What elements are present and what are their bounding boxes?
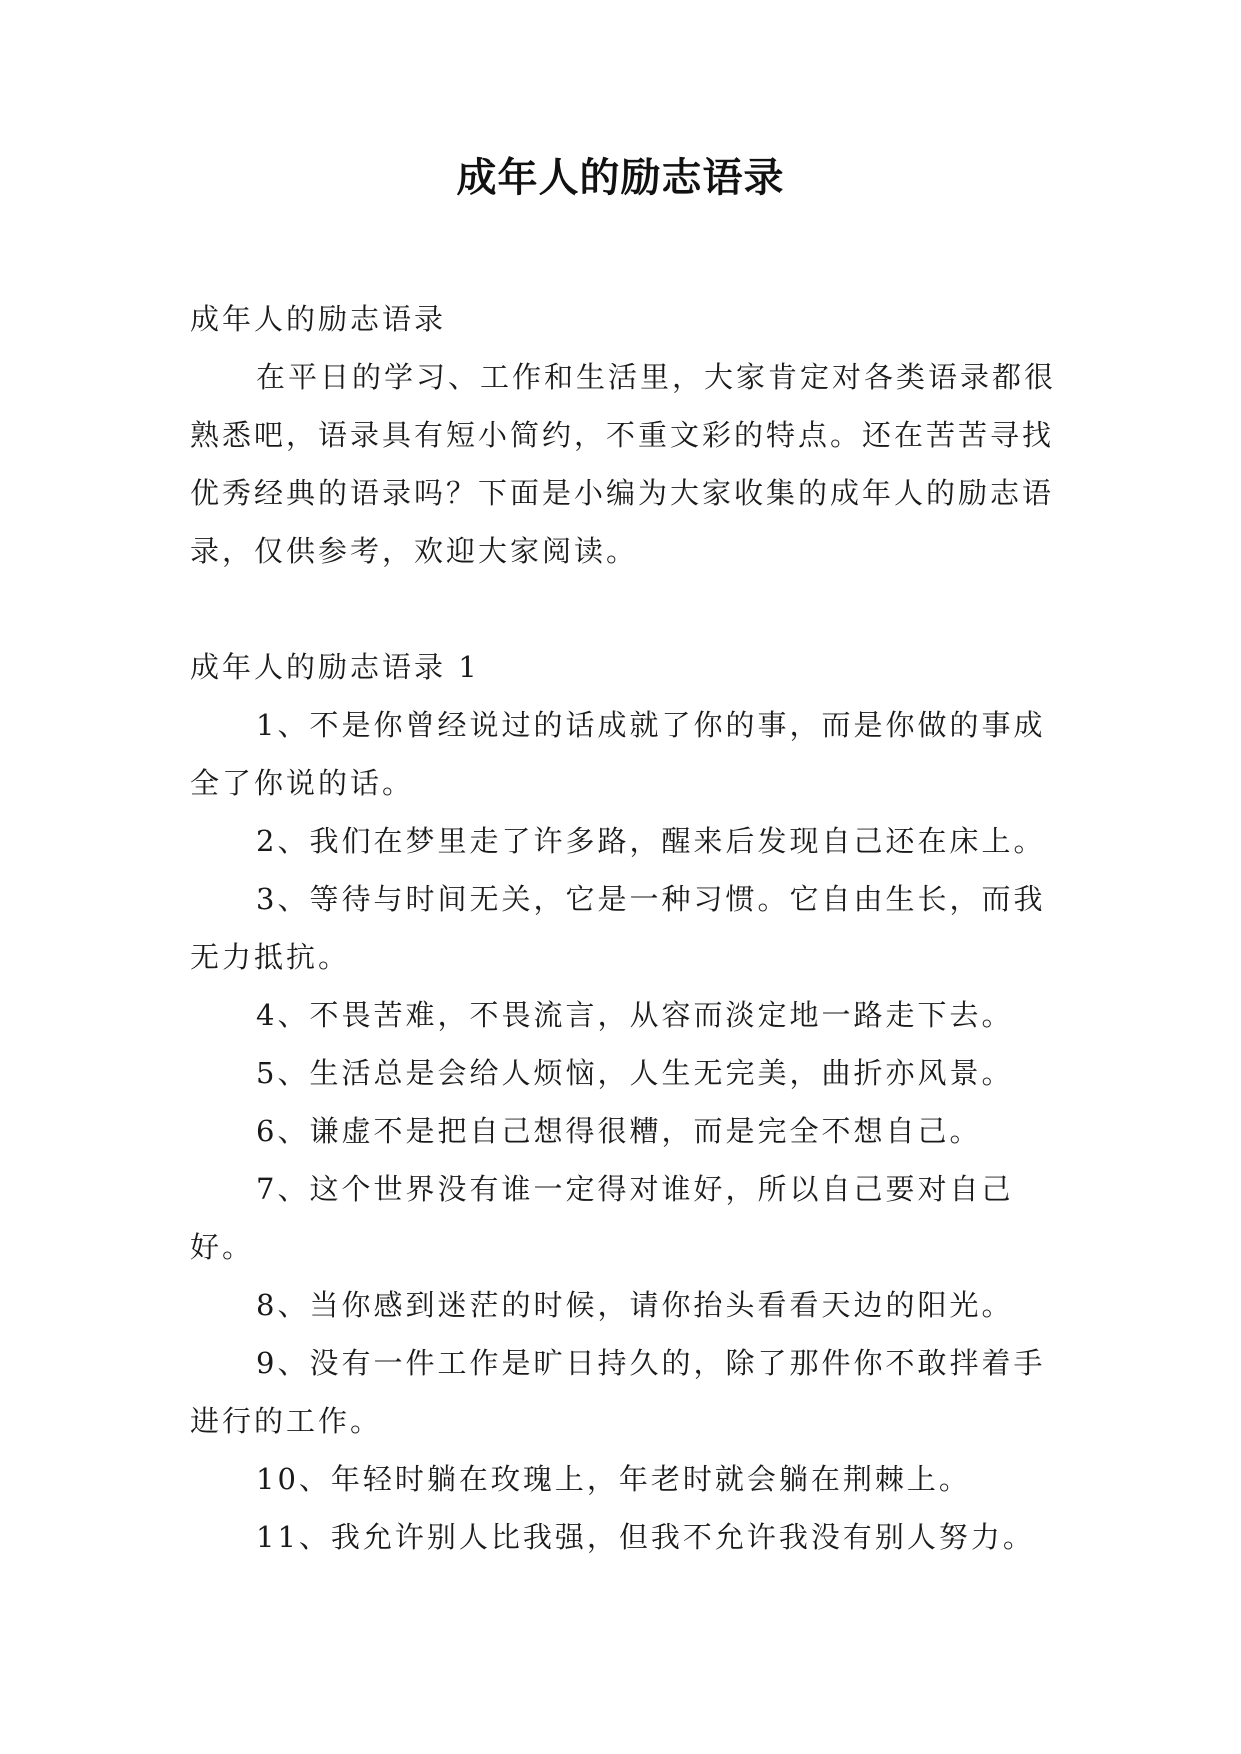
document-title: 成年人的励志语录 xyxy=(456,154,785,201)
quote-item: 5、生活总是会给人烦恼，人生无完美，曲折亦风景。 xyxy=(256,1056,1014,1090)
quote-item: 6、谦虚不是把自己想得很糟，而是完全不想自己。 xyxy=(256,1114,982,1148)
quote-item: 9、没有一件工作是旷日持久的，除了那件你不敢拌着手进行的工作。 xyxy=(190,1346,1046,1438)
quote-item: 11、我允许别人比我强，但我不允许我没有别人努力。 xyxy=(256,1520,1035,1554)
intro-paragraph: 在平日的学习、工作和生活里，大家肯定对各类语录都很熟悉吧，语录具有短小简约，不重文彩的特点。还在苦苦寻找优秀经典的语录吗？下面是小编为大家收集的成年人的励志语录，仅供参考，欢迎大家阅读。 xyxy=(190,360,1057,568)
quote-item: 4、不畏苦难，不畏流言，从容而淡定地一路走下去。 xyxy=(256,998,1014,1032)
document-body xyxy=(190,290,1056,1566)
quote-item: 7、这个世界没有谁一定得对谁好，所以自己要对自己好。 xyxy=(190,1172,1014,1264)
section-spacer xyxy=(190,580,1056,638)
quote-item: 8、当你感到迷茫的时候，请你抬头看看天边的阳光。 xyxy=(256,1288,1014,1322)
section-heading: 成年人的励志语录 1 xyxy=(190,650,480,684)
intro-heading: 成年人的励志语录 xyxy=(190,302,447,336)
quote-item: 1、不是你曾经说过的话成就了你的事，而是你做的事成全了你说的话。 xyxy=(190,708,1046,800)
quote-item: 2、我们在梦里走了许多路，醒来后发现自己还在床上。 xyxy=(256,824,1046,858)
quote-item: 10、年轻时躺在玫瑰上，年老时就会躺在荆棘上。 xyxy=(256,1462,971,1496)
quote-item: 3、等待与时间无关，它是一种习惯。它自由生长，而我无力抵抗。 xyxy=(190,882,1046,974)
